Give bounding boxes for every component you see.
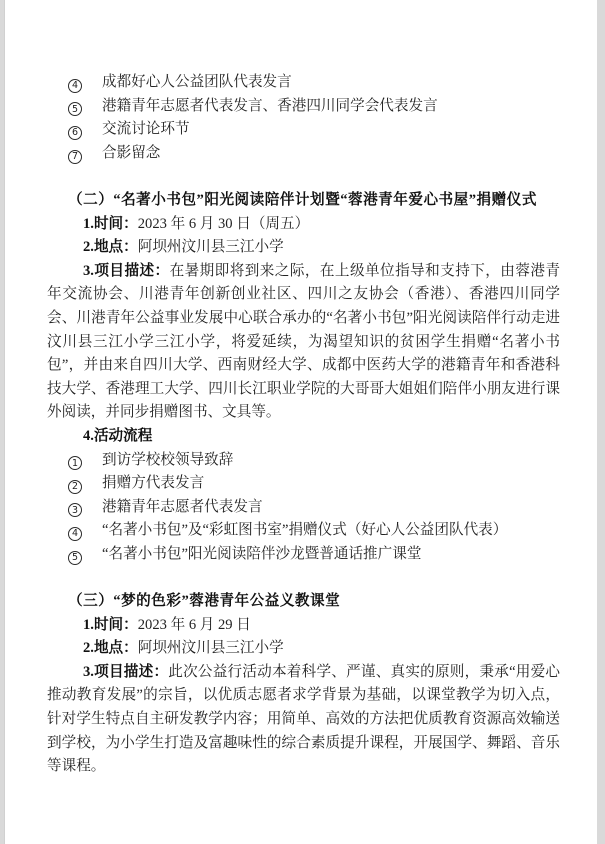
- circled-number-icon: 4: [68, 527, 82, 541]
- circled-number-icon: 3: [68, 503, 82, 517]
- description-label: 3.项目描述：: [83, 663, 169, 680]
- document-page: [4, 0, 597, 844]
- time-label: 1.时间：: [83, 616, 138, 633]
- circled-number-icon: 4: [68, 79, 82, 93]
- circled-number-icon: 6: [68, 126, 82, 140]
- section-three-description: [47, 661, 560, 779]
- section-two-flow-label: 4.活动流程: [83, 427, 153, 444]
- blank-line: [47, 165, 560, 189]
- flow-item-text: “名著小书包”及“彩虹图书室”捐赠仪式（好心人公益团队代表）: [102, 522, 508, 539]
- circled-number-icon: 5: [68, 551, 82, 565]
- flow-item-text: “名著小书包”阳光阅读陪伴沙龙暨普通话推广课堂: [102, 545, 422, 562]
- description-text: 在暑期即将到来之际，在上级单位指导和支持下，由蓉港青年交流协会、川港青年创新创业社区、四川之友协会（香港）、香港四川同学会、川港青年公益事业发展中心联合承办的“名著小书包”阳光阅读陪伴行动走进汶川县三江小学三江小学，将爱延续，为渴望知识的贫困学生捐赠“名著小书包”，并由来自四川大学、西南财经大学、成都中医药大学的港籍青年和香港科技大学、香港理工大学、四川长江职业学院的大哥哥大姐姐们陪伴小朋友进行课外阅读，并同步捐赠图书、文具等。: [47, 262, 560, 421]
- list-item-text: 合影留念: [102, 144, 161, 161]
- flow-item: [47, 472, 560, 496]
- document-content: [5, 0, 597, 779]
- list-item: [47, 118, 560, 142]
- list-item: [47, 71, 560, 95]
- list-item-text: 交流讨论环节: [102, 121, 190, 138]
- flow-item-text: 捐赠方代表发言: [102, 475, 205, 492]
- list-item-text: 成都好心人公益团队代表发言: [102, 74, 292, 90]
- time-value: 2023 年 6 月 30 日（周五）: [137, 215, 310, 232]
- description-text: 此次公益行活动本着科学、严谨、真实的原则，秉承“用爱心推动教育发展”的宗旨，以优质志愿者求学背景为基础，以课堂教学为切入点，针对学生特点自主研发教学内容；用简单、高效的方法把优质教育资源高效输送到学校，为小学生打造及富趣味性的综合素质提升课程，开展国学、舞蹈、音乐等课程。: [47, 663, 560, 775]
- blank-line: [47, 566, 560, 590]
- place-label: 2.地点：: [83, 640, 138, 657]
- section-three-heading: （三）“梦的色彩”蓉港青年公益义教课堂: [68, 593, 341, 610]
- time-label: 1.时间：: [83, 215, 138, 232]
- circled-number-icon: 2: [68, 480, 82, 494]
- flow-item-text: 到访学校校领导致辞: [102, 451, 234, 468]
- flow-item: [47, 496, 560, 520]
- section-two-place: [47, 236, 560, 260]
- list-item-text: 港籍青年志愿者代表发言、香港四川同学会代表发言: [102, 97, 438, 114]
- flow-item-text: 港籍青年志愿者代表发言: [102, 498, 263, 515]
- flow-item: [47, 519, 560, 543]
- circled-number-icon: 5: [68, 102, 82, 116]
- list-item: [47, 95, 560, 119]
- description-label: 3.项目描述：: [83, 262, 170, 279]
- place-label: 2.地点：: [83, 239, 138, 256]
- flow-item: [47, 543, 560, 567]
- place-value: 阿坝州汶川县三江小学: [137, 239, 284, 256]
- flow-item: [47, 449, 560, 473]
- section-two-heading: （二）“名著小书包”阳光阅读陪伴计划暨“蓉港青年爱心书屋”捐赠仪式: [68, 191, 537, 208]
- section-two-time: [47, 213, 560, 237]
- circled-number-icon: 7: [68, 150, 82, 164]
- section-three-time: [47, 614, 560, 638]
- place-value: 阿坝州汶川县三江小学: [137, 640, 284, 657]
- section-two-description: [47, 260, 560, 425]
- list-item: [47, 142, 560, 166]
- time-value: 2023 年 6 月 29 日: [137, 616, 251, 633]
- section-three-place: [47, 637, 560, 661]
- circled-number-icon: 1: [68, 456, 82, 470]
